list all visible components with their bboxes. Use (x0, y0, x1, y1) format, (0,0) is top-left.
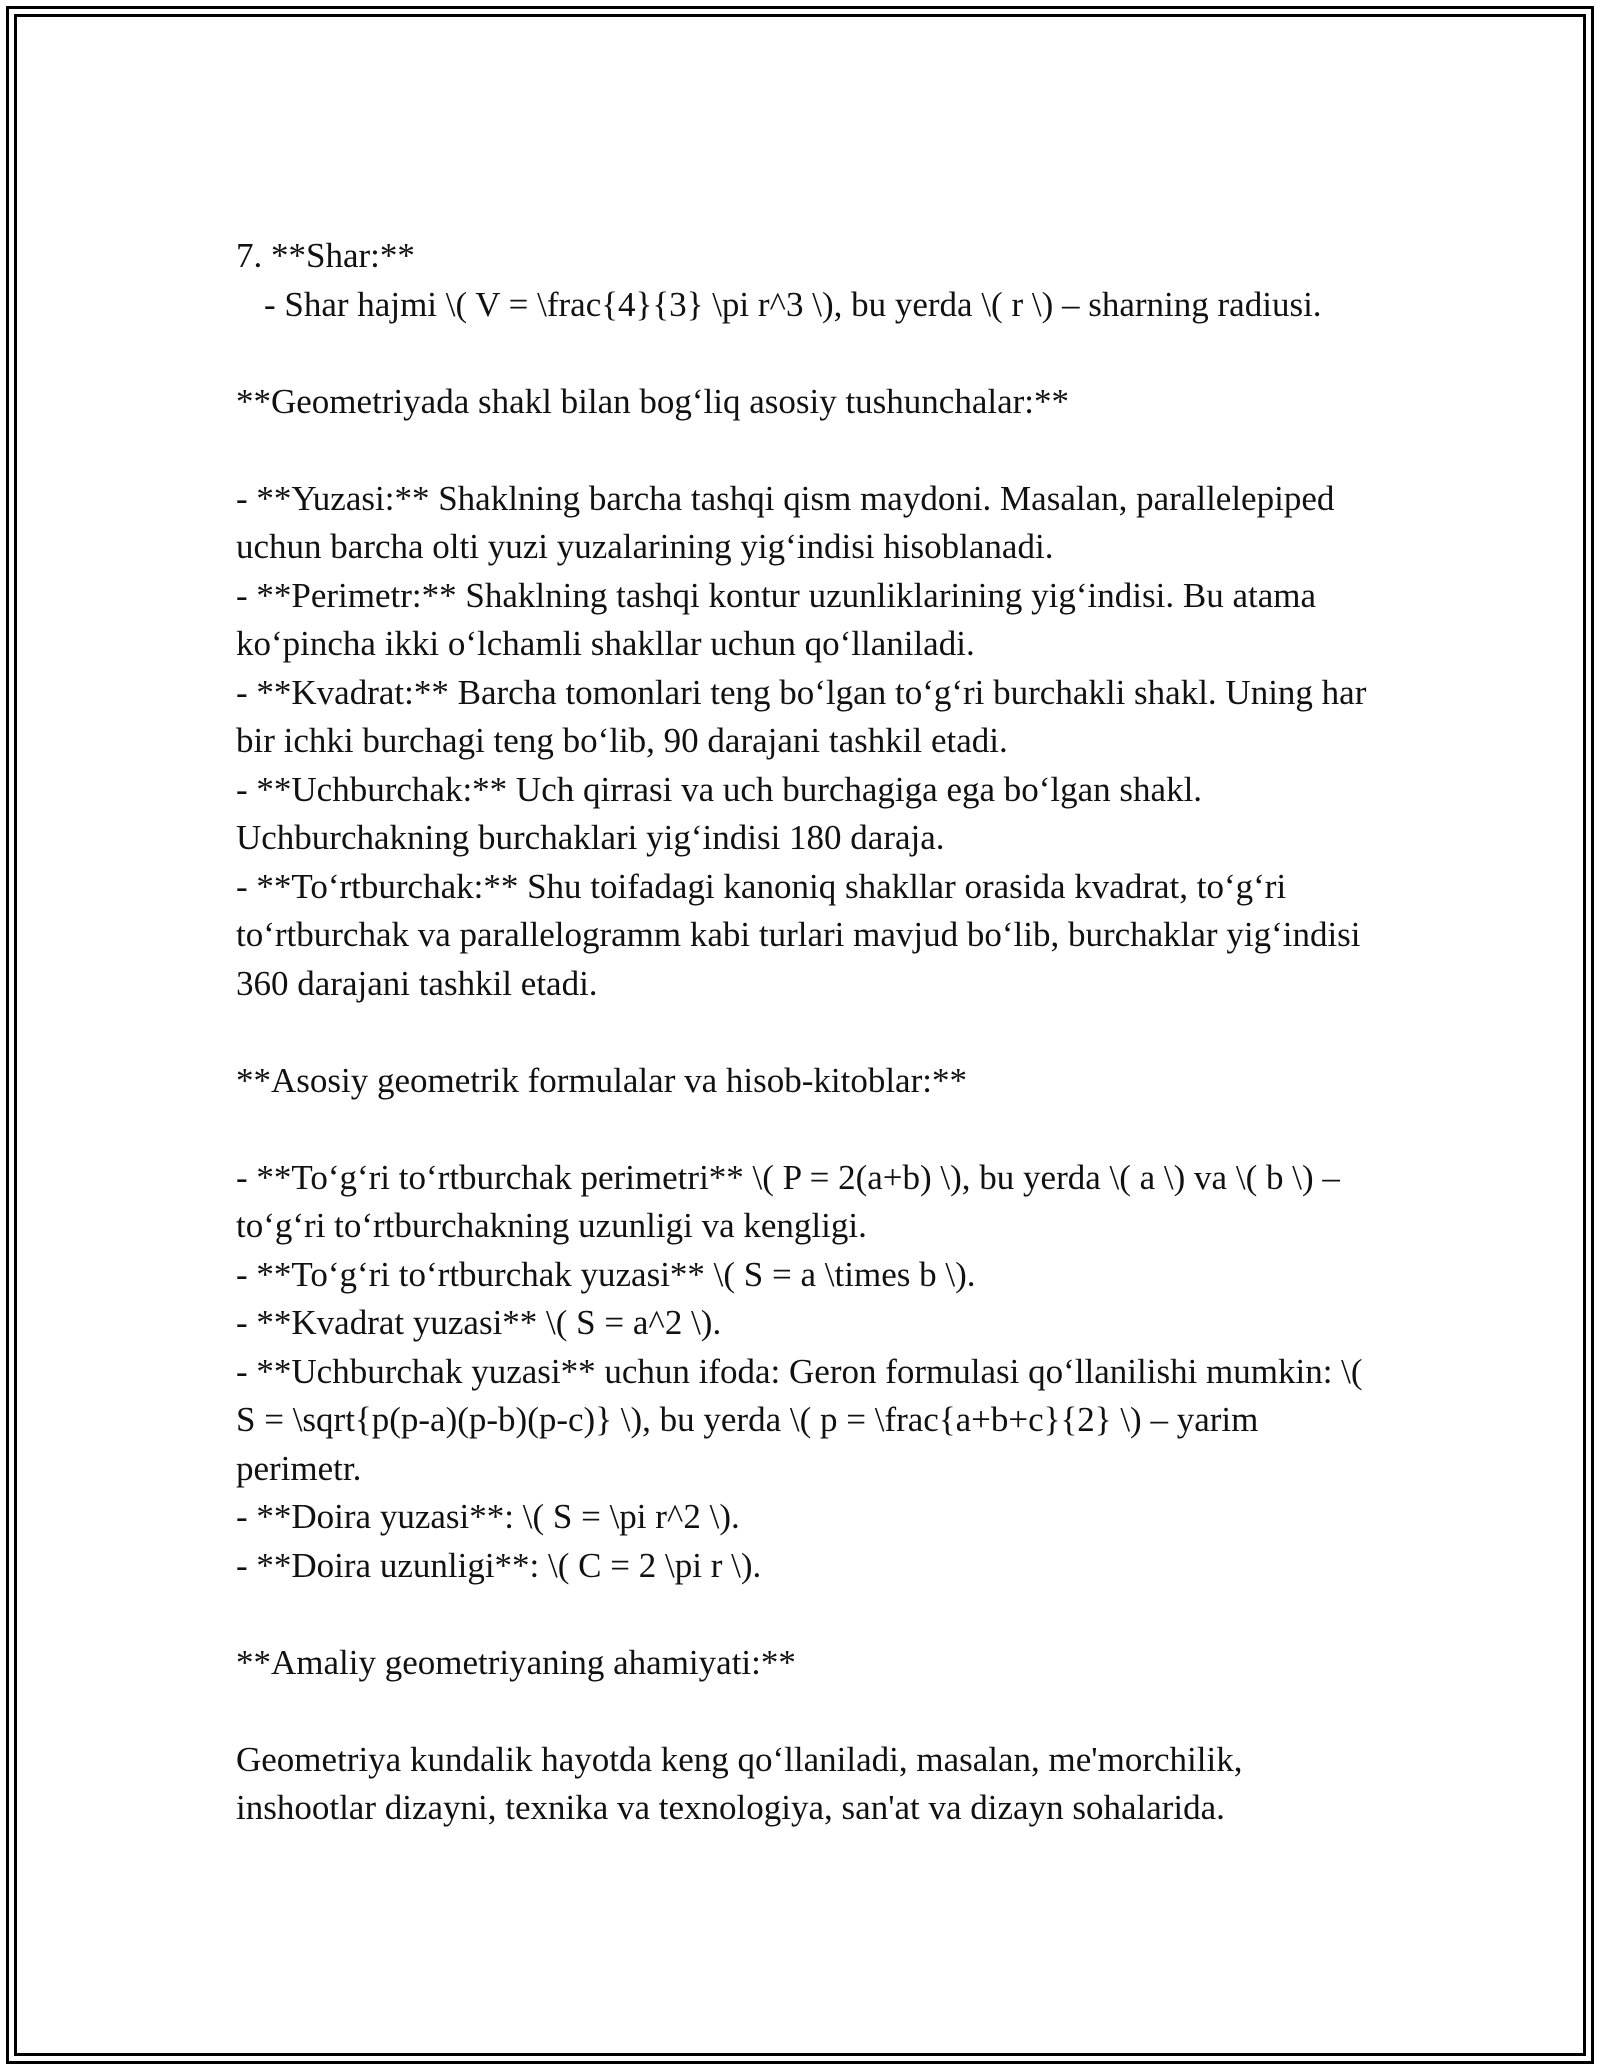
formula-item-rectangle-area: - **To‘g‘ri to‘rtburchak yuzasi** \( S = a \times b \). (236, 1254, 976, 1294)
formula-item-circle-length: - **Doira uzunligi**: \( C = 2 \pi r \). (236, 1545, 762, 1585)
spacer (236, 426, 1386, 475)
concept-item-perimetr: - **Perimetr:** Shaklning tashqi kontur uzunliklarining yig‘indisi. Bu atama ko‘pincha ikki o‘lchamli shakllar uchun qo‘llaniladi. (236, 575, 1316, 663)
item-7-heading: 7. **Shar:** (236, 236, 415, 275)
formula-item-circle-area: - **Doira yuzasi**: \( S = \pi r^2 \). (236, 1497, 740, 1536)
spacer (236, 1687, 1386, 1736)
section-heading-practical: **Amaliy geometriyaning ahamiyati:** (236, 1642, 796, 1682)
formula-item-rectangle-perimeter: - **To‘g‘ri to‘rtburchak perimetri** \( P = 2(a+b) \), bu yerda \( a \) va \( b \) – to‘g‘ri to‘rtburchakning uzunligi va kengligi. (236, 1157, 1340, 1245)
concept-item-yuzasi: - **Yuzasi:** Shaklning barcha tashqi qism maydoni. Masalan, parallelepiped uchun barcha olti yuzi yuzalarining yig‘indisi hisoblanadi. (236, 478, 1335, 566)
spacer (236, 1008, 1386, 1057)
practical-paragraph: Geometriya kundalik hayotda keng qo‘llaniladi, masalan, me'morchilik, inshootlar dizayni, texnika va texnologiya, san'at va dizayn sohalarida. (236, 1739, 1243, 1827)
concept-item-uchburchak: - **Uchburchak:** Uch qirrasi va uch burchagiga ega bo‘lgan shakl. Uchburchakning burchaklari yig‘indisi 180 daraja. (236, 769, 1203, 857)
formula-item-square-area: - **Kvadrat yuzasi** \( S = a^2 \). (236, 1303, 722, 1342)
item-7-body: - Shar hajmi \( V = \frac{4}{3} \pi r^3 \), bu yerda \( r \) – sharning radiusi. (264, 284, 1322, 324)
spacer (236, 1590, 1386, 1639)
document-body (236, 232, 1386, 1833)
section-heading-formulas: **Asosiy geometrik formulalar va hisob-kitoblar:** (236, 1060, 967, 1100)
spacer (236, 329, 1386, 378)
concept-item-tortburchak: - **To‘rtburchak:** Shu toifadagi kanoniq shakllar orasida kvadrat, to‘g‘ri to‘rtburchak va parallelogramm kabi turlari mavjud bo‘lib, burchaklar yig‘indisi 360 darajani tashkil etadi. (236, 866, 1361, 1003)
concept-item-kvadrat: - **Kvadrat:** Barcha tomonlari teng bo‘lgan to‘g‘ri burchakli shakl. Uning har bir ichki burchagi teng bo‘lib, 90 darajani tashkil etadi. (236, 672, 1367, 760)
spacer (236, 1105, 1386, 1154)
section-heading-concepts: **Geometriyada shakl bilan bog‘liq asosiy tushunchalar:** (236, 381, 1070, 421)
formula-item-triangle-area: - **Uchburchak yuzasi** uchun ifoda: Geron formulasi qo‘llanilishi mumkin: \( S = \sqrt{p(p-a)(p-b)(p-c)} \), bu yerda \( p = \frac{a+b+c}{2} \) – yarim perimetr. (236, 1351, 1363, 1488)
